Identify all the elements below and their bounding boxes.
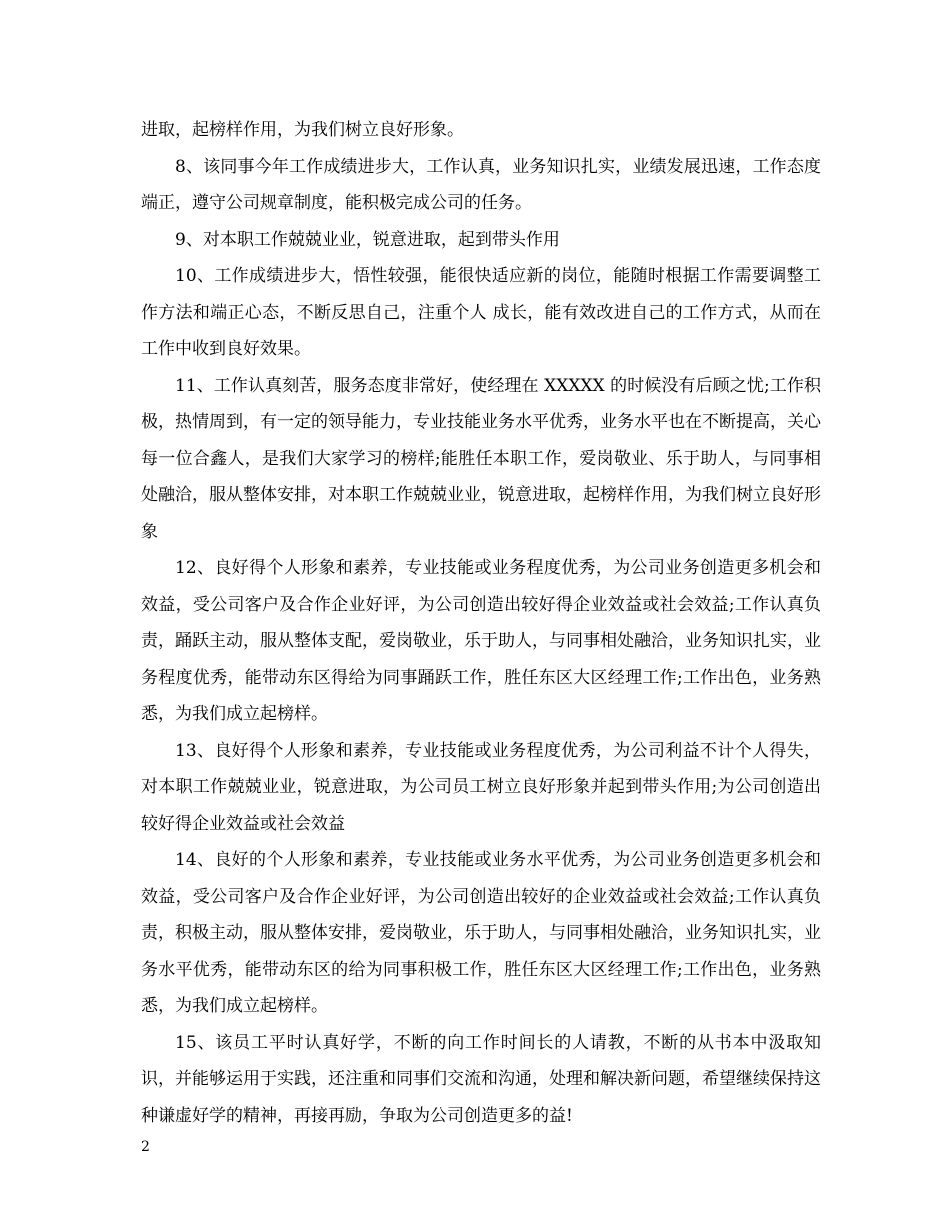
paragraph-continuation: 进取，起榜样作用，为我们树立良好形象。 <box>141 120 464 140</box>
paragraph-item-15: 15、该员工平时认真好学，不断的向工作时间长的人请教，不断的从书本中汲取知识，并能够运用于实践，还注重和同事们交流和沟通，处理和解决新问题，希望继续保持这种谦虚好学的精神，再接再励，争取为公司创造更多的益! <box>141 1032 821 1126</box>
paragraph-item-12: 12、良好得个人形象和素养，专业技能或业务程度优秀，为公司业务创造更多机会和效益，受公司客户及合作企业好评，为公司创造出较好得企业效益或社会效益;工作认真负责，踊跃主动，服从整体支配，爱岗敬业，乐于助人，与同事相处融洽，业务知识扎实，业务程度优秀，能带动东区得给为同事踊跃工作，胜任东区大区经理工作;工作出色，业务熟悉，为我们成立起榜样。 <box>141 558 821 724</box>
paragraph-item-14: 14、良好的个人形象和素养，专业技能或业务水平优秀，为公司业务创造更多机会和效益，受公司客户及合作企业好评，为公司创造出较好的企业效益或社会效益;工作认真负责，积极主动，服从整体安排，爱岗敬业，乐于助人，与同事相处融洽，业务知识扎实，业务水平优秀，能带动东区的给为同事积极工作，胜任东区大区经理工作;工作出色，业务熟悉，为我们成立起榜样。 <box>141 850 821 1016</box>
paragraph-item-13: 13、良好得个人形象和素养，专业技能或业务程度优秀，为公司利益不计个人得失，对本职工作兢兢业业，锐意进取，为公司员工树立良好形象并起到带头作用;为公司创造出较好得企业效益或社会效益 <box>141 740 821 834</box>
paragraph-item-9: 9、对本职工作兢兢业业，锐意进取，起到带头作用 <box>175 229 560 250</box>
paragraph-item-10: 10、工作成绩进步大，悟性较强，能很快适应新的岗位，能随时根据工作需要调整工作方法和端正心态，不断反思自己，注重个人 成长，能有效改进自己的工作方式，从而在工作中收到良好效果。 <box>141 266 821 359</box>
paragraph-item-11: 11、工作认真刻苦，服务态度非常好，使经理在 XXXXX 的时候没有后顾之忧;工作积极，热情周到，有一定的领导能力，专业技能业务水平优秀，业务水平也在不断提高，关心每一位合鑫人，是我们大家学习的榜样;能胜任本职工作，爱岗敬业、乐于助人，与同事相处融洽，服从整体安排，对本职工作兢兢业业，锐意进取，起榜样作用，为我们树立良好形象 <box>141 375 821 542</box>
page-number: 2 <box>141 1139 150 1155</box>
document-body <box>141 112 821 1134</box>
paragraph-item-8: 8、该同事今年工作成绩进步大，工作认真，业务知识扎实，业绩发展迅速，工作态度端正，遵守公司规章制度，能积极完成公司的任务。 <box>141 156 821 213</box>
